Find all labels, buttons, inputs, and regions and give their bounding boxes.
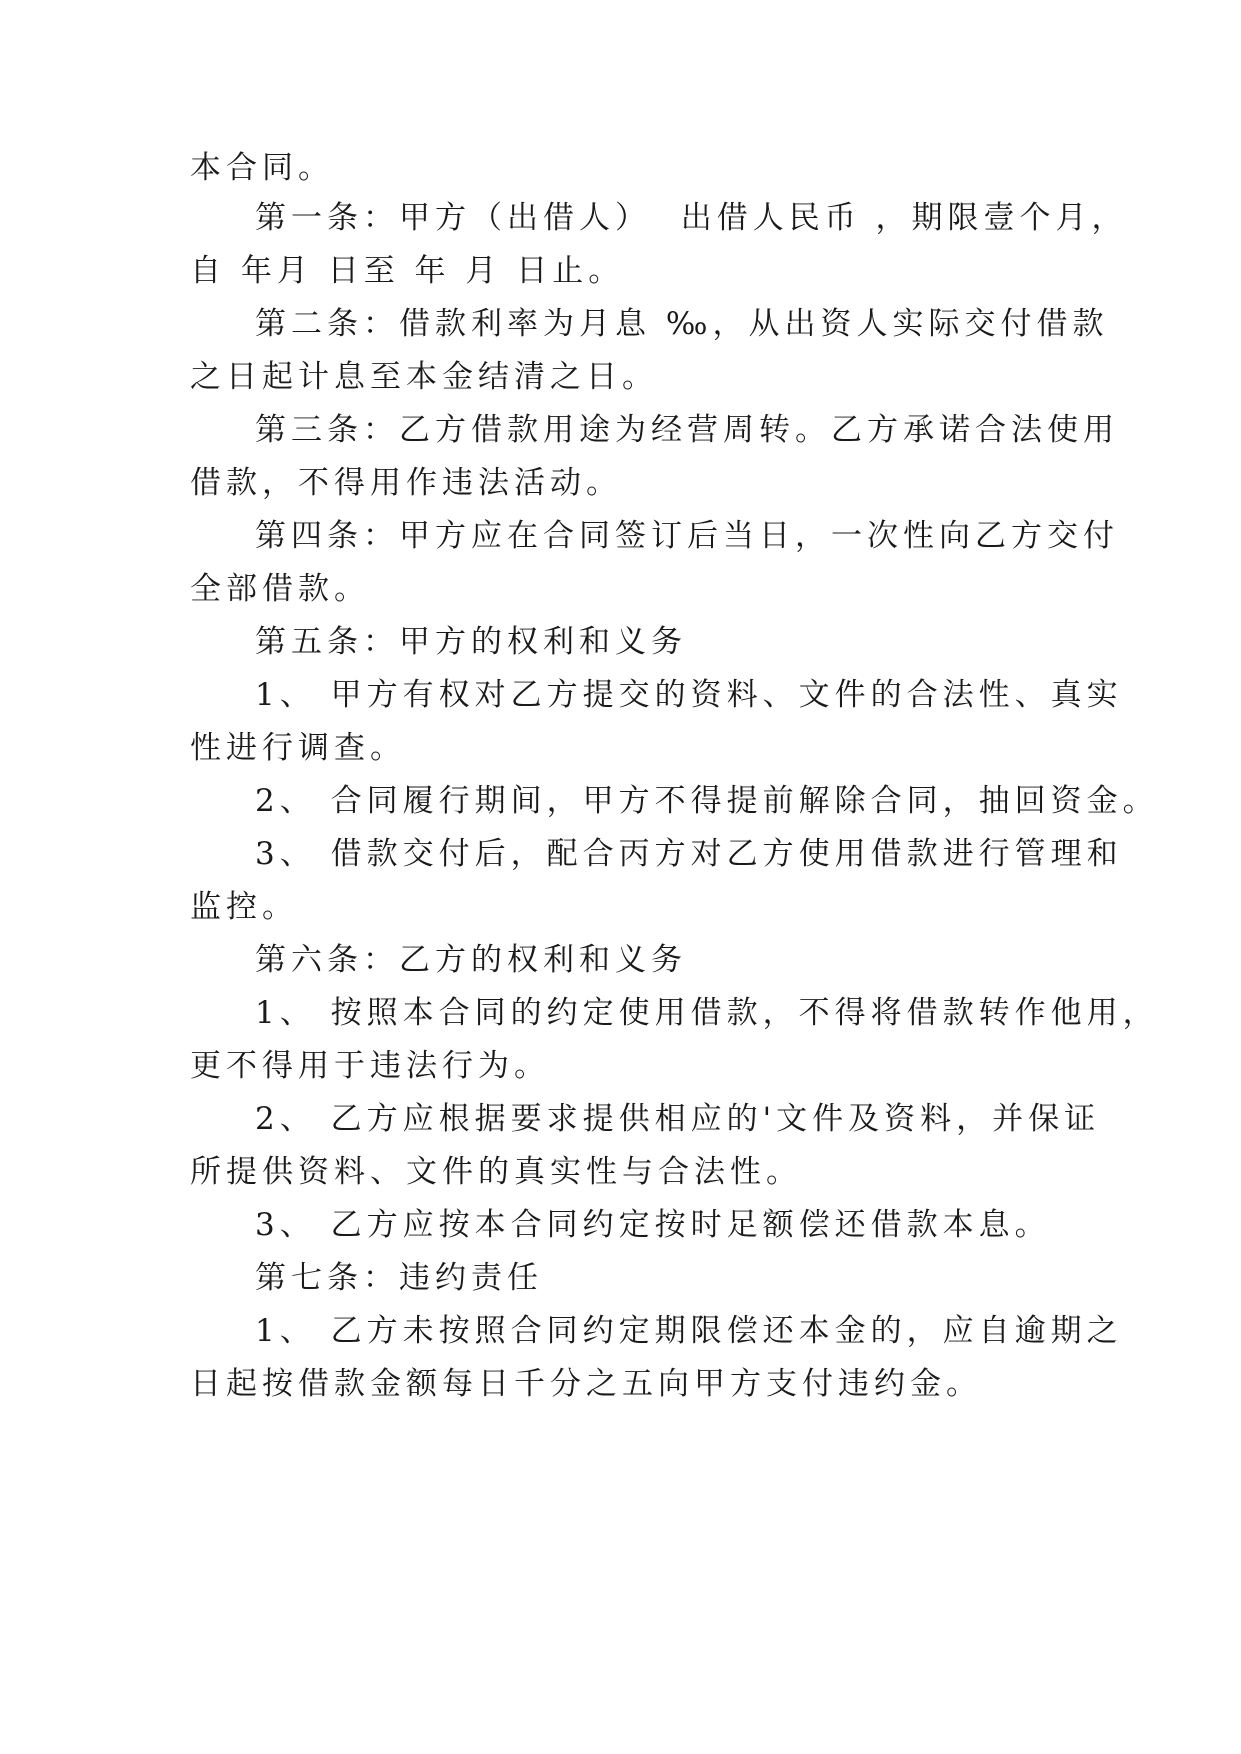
text-line: 第四条：甲方应在合同签订后当日，一次性向乙方交付 xyxy=(255,518,1119,554)
text-line: 第二条：借款利率为月息 ‰，从出资人实际交付借款 xyxy=(255,306,1109,342)
text-line: 本合同。 xyxy=(190,150,334,186)
text-line: 所提供资料、文件的真实性与合法性。 xyxy=(190,1154,802,1190)
text-line: 1、 甲方有权对乙方提交的资料、文件的合法性、真实 xyxy=(255,677,1123,713)
text-line: 第五条：甲方的权利和义务 xyxy=(255,624,687,660)
text-line: 之日起计息至本金结清之日。 xyxy=(190,359,658,395)
text-line: 性进行调查。 xyxy=(190,730,406,766)
text-line: 监控。 xyxy=(190,889,298,925)
text-line: 1、 按照本合同的约定使用借款，不得将借款转作他用， xyxy=(255,995,1159,1031)
text-line: 3、 乙方应按本合同约定按时足额偿还借款本息。 xyxy=(255,1207,1051,1243)
text-line: 2、 乙方应根据要求提供相应的'文件及资料，并保证 xyxy=(255,1101,1101,1137)
text-line: 1、 乙方未按照合同约定期限偿还本金的，应自逾期之 xyxy=(255,1313,1123,1349)
text-line: 日起按借款金额每日千分之五向甲方支付违约金。 xyxy=(190,1366,982,1402)
text-line: 全部借款。 xyxy=(190,571,370,607)
text-line: 第三条：乙方借款用途为经营周转。乙方承诺合法使用 xyxy=(255,412,1119,448)
text-line: 3、 借款交付后，配合丙方对乙方使用借款进行管理和 xyxy=(255,836,1123,872)
text-line: 第六条：乙方的权利和义务 xyxy=(255,942,687,978)
text-line: 第一条：甲方（出借人） 出借人民币 ，期限壹个月， xyxy=(255,200,1128,236)
text-line: 借款，不得用作违法活动。 xyxy=(190,465,622,501)
text-line: 自 年月 日至 年 月 日止。 xyxy=(190,253,625,289)
text-line: 更不得用于违法行为。 xyxy=(190,1048,550,1084)
text-line: 第七条：违约责任 xyxy=(255,1260,543,1296)
text-line: 2、 合同履行期间，甲方不得提前解除合同，抽回资金。 xyxy=(255,783,1159,819)
